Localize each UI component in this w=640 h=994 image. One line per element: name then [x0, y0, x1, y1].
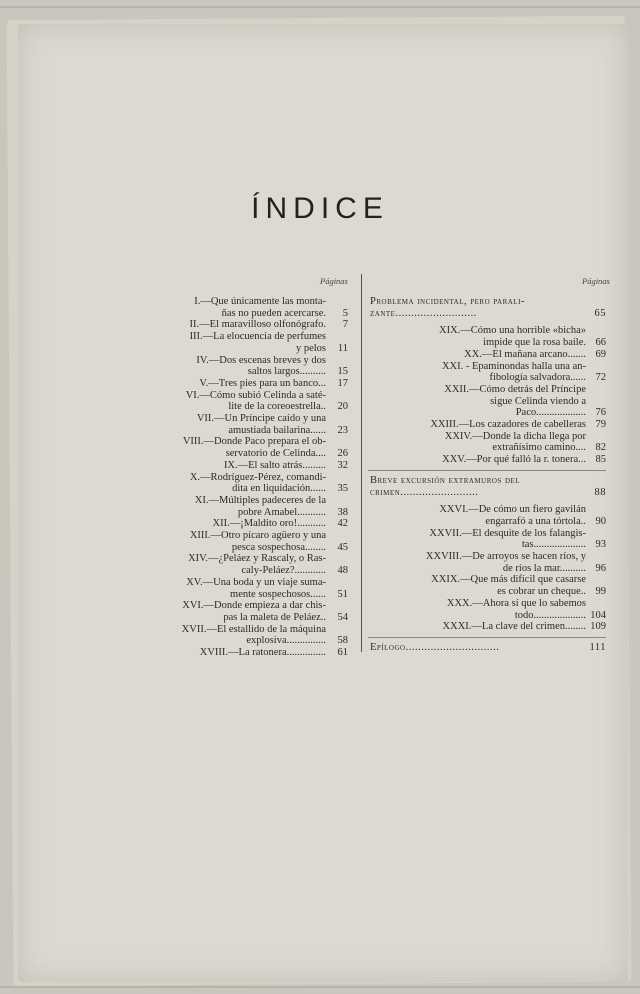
- index-entry: [120, 472, 348, 495]
- section-rule: [368, 637, 606, 638]
- index-entry: [120, 647, 348, 659]
- entry-page-number: 5: [342, 307, 348, 319]
- index-entry: [120, 530, 348, 553]
- entry-title-line: XX.—El mañana arcano.......: [464, 348, 586, 360]
- entry-title-line: caly-Peláez?............: [241, 565, 326, 577]
- index-entry: [368, 325, 606, 348]
- entry-title-line: Epílogo..............................: [370, 641, 500, 653]
- entry-title-line: ñas no pueden acercarse.: [221, 307, 326, 319]
- entry-title-line: impide que la rosa baile.: [483, 337, 586, 349]
- entry-title-line: II.—El maravilloso olfonógrafo.: [189, 319, 326, 331]
- entry-title-line: crimen.........................: [370, 486, 479, 498]
- entry-title-line: pesca sospechosa........: [231, 541, 326, 553]
- entry-title-line: lite de la coreoestrella..: [228, 401, 326, 413]
- entry-page-number: 82: [595, 442, 606, 454]
- entry-title-line: mente sospechosos......: [230, 588, 326, 600]
- entry-title-line: tas....................: [521, 539, 586, 551]
- index-entry: [368, 384, 606, 419]
- index-entry: [120, 413, 348, 436]
- entry-title-line: XXVI.—De cómo un fiero gavilán: [439, 504, 586, 516]
- entry-title-line: XVI.—Donde empieza a dar chis-: [182, 600, 326, 612]
- entry-title-line: pas la maleta de Peláez..: [223, 611, 326, 623]
- index-entry: [368, 621, 606, 633]
- entry-page-number: 109: [590, 621, 606, 633]
- entry-page-number: 7: [342, 319, 348, 331]
- entry-title-line: XIX.—Cómo una horrible «bicha»: [439, 325, 586, 337]
- page-column-header-left: Páginas: [320, 276, 348, 286]
- entry-title-line: XXVIII.—De arroyos se hacen ríos, y: [425, 551, 586, 563]
- entry-title-line: XV.—Una boda y un viaje suma-: [186, 576, 326, 588]
- entry-title-line: Breve excursión extramuros del: [370, 474, 521, 486]
- entry-title-line: XVIII.—La ratonera...............: [199, 647, 326, 659]
- entry-title-line: es cobrar un cheque..: [497, 586, 586, 598]
- entry-page-number: 11: [337, 342, 348, 354]
- entry-title-line: XXII.—Cómo detrás del Príncipe: [444, 383, 586, 395]
- entry-title-line: de ríos la mar..........: [502, 562, 586, 574]
- index-entry: [120, 495, 348, 518]
- index-entry: [120, 319, 348, 331]
- index-entry: [368, 574, 606, 597]
- index-entry: [120, 296, 348, 319]
- entry-page-number: 45: [337, 541, 348, 553]
- entry-page-number: 69: [595, 348, 606, 360]
- entry-page-number: 23: [337, 424, 348, 436]
- entry-page-number: 96: [595, 562, 606, 574]
- index-entry: [120, 460, 348, 472]
- entry-page-number: 99: [595, 586, 606, 598]
- index-entry: [120, 577, 348, 600]
- entry-page-number: 65: [594, 307, 606, 319]
- entry-title-line: fibología salvadora......: [489, 372, 586, 384]
- entry-title-line: XIII.—Otro pícaro agüero y una: [189, 530, 326, 542]
- index-entry: [120, 331, 348, 354]
- page-column-header-right: Páginas: [582, 276, 610, 286]
- entry-title-line: Problema incidental, pero parali-: [370, 296, 525, 307]
- entry-page-number: 15: [337, 366, 348, 378]
- entry-page-number: 42: [337, 518, 348, 530]
- entry-page-number: 85: [595, 454, 606, 466]
- entry-page-number: 35: [337, 483, 348, 495]
- entry-title-line: IV.—Dos escenas breves y dos: [196, 354, 326, 366]
- entry-title-line: XXVII.—El desquite de los falangis-: [429, 527, 586, 539]
- entry-title-line: y pelos: [295, 342, 326, 354]
- entry-title-line: engarrafó a una tórtola..: [485, 515, 586, 527]
- index-column-left: [120, 296, 348, 659]
- entry-page-number: 66: [595, 337, 606, 349]
- index-entry: [120, 436, 348, 459]
- index-entry: [120, 624, 348, 647]
- index-entry: [368, 296, 606, 319]
- entry-page-number: 26: [337, 448, 348, 460]
- index-entry: [368, 528, 606, 551]
- index-entry: [368, 419, 606, 431]
- entry-title-line: V.—Tres pies para un banco...: [199, 377, 326, 389]
- entry-title-line: VII.—Un Príncipe caído y una: [196, 413, 326, 425]
- index-entry: [368, 504, 606, 527]
- entry-page-number: 111: [589, 641, 606, 653]
- index-entry: [368, 475, 606, 498]
- entry-page-number: 90: [595, 515, 606, 527]
- entry-title-line: XXXI.—La clave del crimen........: [442, 621, 586, 633]
- entry-title-line: XXI. - Epaminondas halla una an-: [441, 360, 586, 372]
- entry-title-line: sigue Celinda viendo a: [490, 395, 586, 407]
- entry-title-line: XXX.—Ahora sí que lo sabemos: [446, 597, 586, 609]
- entry-page-number: 38: [337, 506, 348, 518]
- index-entry: [368, 361, 606, 384]
- entry-title-line: pobre Amabel...........: [237, 506, 326, 518]
- index-entry: [368, 349, 606, 361]
- entry-title-line: explosiva...............: [246, 635, 326, 647]
- entry-page-number: 61: [337, 647, 348, 659]
- entry-title-line: servatorio de Celinda....: [225, 448, 326, 460]
- section-rule: [368, 470, 606, 471]
- entry-page-number: 88: [594, 486, 606, 498]
- index-entry: [368, 431, 606, 454]
- entry-title-line: extrañísimo camino....: [492, 442, 586, 454]
- entry-title-line: XIV.—¿Peláez y Rascaly, o Ras-: [188, 553, 326, 565]
- entry-title-line: XVII.—El estallido de la máquina: [181, 623, 326, 635]
- entry-page-number: 51: [337, 588, 348, 600]
- background-mat-line: [0, 6, 640, 8]
- index-entry: [368, 642, 606, 654]
- entry-page-number: 104: [590, 609, 606, 621]
- index-entry: [120, 518, 348, 530]
- entry-page-number: 20: [337, 401, 348, 413]
- entry-title-line: VIII.—Donde Paco prepara el ob-: [182, 436, 326, 448]
- entry-title-line: XI.—Múltiples padeceres de la: [194, 494, 326, 506]
- index-entry: [120, 553, 348, 576]
- page-title: ÍNDICE: [251, 192, 389, 225]
- index-column-right: [368, 296, 606, 654]
- entry-title-line: XXIX.—Que más difícil que casarse: [431, 574, 586, 586]
- entry-title-line: III.—La elocuencia de perfumes: [189, 331, 326, 343]
- index-entry: [120, 600, 348, 623]
- entry-title-line: todo....................: [514, 609, 586, 621]
- index-entry: [120, 355, 348, 378]
- entry-title-line: I.—Que únicamente las monta-: [194, 296, 326, 307]
- entry-page-number: 17: [337, 377, 348, 389]
- entry-title-line: dita en liquidación......: [232, 483, 326, 495]
- entry-page-number: 58: [337, 635, 348, 647]
- entry-title-line: XII.—¡Maldito oro!...........: [212, 518, 326, 530]
- entry-page-number: 48: [337, 565, 348, 577]
- entry-page-number: 72: [595, 372, 606, 384]
- index-entry: [368, 551, 606, 574]
- entry-page-number: 76: [595, 407, 606, 419]
- entry-page-number: 54: [337, 611, 348, 623]
- entry-title-line: zante..........................: [370, 307, 477, 319]
- entry-title-line: VI.—Cómo subió Celinda a saté-: [185, 389, 326, 401]
- entry-title-line: XXIII.—Los cazadores de cabelleras: [430, 419, 586, 431]
- entry-page-number: 32: [337, 459, 348, 471]
- entry-title-line: XXIV.—Donde la dicha llega por: [444, 430, 586, 442]
- entry-page-number: 79: [595, 419, 606, 431]
- entry-page-number: 93: [595, 539, 606, 551]
- entry-title-line: saltos largos..........: [247, 366, 326, 378]
- entry-title-line: amustiada bailarina......: [228, 424, 326, 436]
- index-entry: [368, 454, 606, 466]
- entry-title-line: Paco...................: [515, 407, 586, 419]
- column-divider: [361, 274, 362, 652]
- entry-title-line: X.—Rodríguez-Pérez, comandi-: [189, 471, 326, 483]
- entry-title-line: IX.—El salto atrás.........: [223, 459, 326, 471]
- entry-title-line: XXV.—Por qué falló la r. tonera...: [442, 454, 586, 466]
- index-entry: [120, 390, 348, 413]
- background-mat-line: [0, 986, 640, 988]
- index-entry: [120, 378, 348, 390]
- index-entry: [368, 598, 606, 621]
